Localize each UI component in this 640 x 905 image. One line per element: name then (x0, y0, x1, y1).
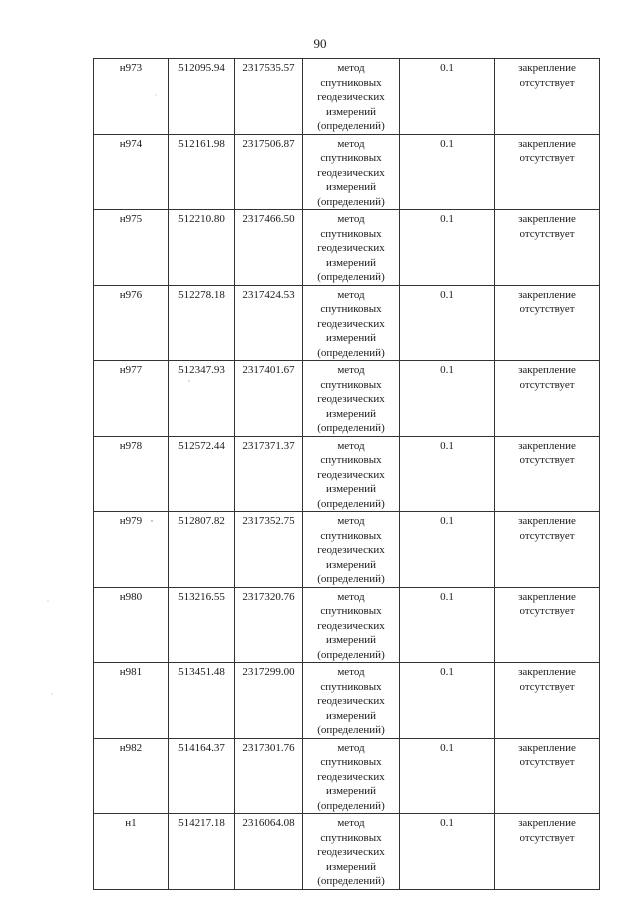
table-row (94, 587, 600, 663)
y-coordinate-cell: 2317424.53 (235, 285, 303, 361)
fixing-cell: закрепление отсутствует (495, 436, 600, 512)
accuracy-cell: 0.1 (400, 436, 495, 512)
method-cell: метод спутниковых геодезических измерений (определений) (303, 134, 400, 210)
method-cell: метод спутниковых геодезических измерений (определений) (303, 512, 400, 588)
y-coordinate-cell: 2317299.00 (235, 663, 303, 739)
fixing-cell: закрепление отсутствует (495, 738, 600, 814)
accuracy-cell: 0.1 (400, 512, 495, 588)
x-coordinate-cell: 512807.82 (169, 512, 235, 588)
method-cell: метод спутниковых геодезических измерений (определений) (303, 436, 400, 512)
y-coordinate-cell: 2316064.08 (235, 814, 303, 890)
y-coordinate-cell: 2317352.75 (235, 512, 303, 588)
point-number-cell: н978 (94, 436, 169, 512)
table-row (94, 134, 600, 210)
x-coordinate-cell: 512572.44 (169, 436, 235, 512)
method-cell: метод спутниковых геодезических измерений (определений) (303, 738, 400, 814)
x-coordinate-cell: 512210.80 (169, 210, 235, 286)
fixing-cell: закрепление отсутствует (495, 134, 600, 210)
table-row (94, 512, 600, 588)
method-cell: метод спутниковых геодезических измерений (определений) (303, 210, 400, 286)
y-coordinate-cell: 2317466.50 (235, 210, 303, 286)
point-number-cell: н973 (94, 59, 169, 135)
point-number-cell: н975 (94, 210, 169, 286)
x-coordinate-cell: 514164.37 (169, 738, 235, 814)
x-coordinate-cell: 513451.48 (169, 663, 235, 739)
point-number-cell: н977 (94, 361, 169, 437)
x-coordinate-cell: 512278.18 (169, 285, 235, 361)
method-cell: метод спутниковых геодезических измерений (определений) (303, 285, 400, 361)
table-row (94, 814, 600, 890)
fixing-cell: закрепление отсутствует (495, 59, 600, 135)
accuracy-cell: 0.1 (400, 587, 495, 663)
y-coordinate-cell: 2317371.37 (235, 436, 303, 512)
fixing-cell: закрепление отсутствует (495, 587, 600, 663)
table-row (94, 436, 600, 512)
accuracy-cell: 0.1 (400, 361, 495, 437)
coordinates-table-body (94, 59, 600, 890)
y-coordinate-cell: 2317320.76 (235, 587, 303, 663)
point-number-cell: н981 (94, 663, 169, 739)
method-cell: метод спутниковых геодезических измерений (определений) (303, 587, 400, 663)
point-number-cell: н974 (94, 134, 169, 210)
fixing-cell: закрепление отсутствует (495, 663, 600, 739)
x-coordinate-cell: 514217.18 (169, 814, 235, 890)
page-number: 90 (313, 36, 327, 51)
y-coordinate-cell: 2317301.76 (235, 738, 303, 814)
point-number-cell: н980 (94, 587, 169, 663)
method-cell: метод спутниковых геодезических измерений (определений) (303, 361, 400, 437)
table-row (94, 210, 600, 286)
point-number-cell: н976 (94, 285, 169, 361)
fixing-cell: закрепление отсутствует (495, 814, 600, 890)
method-cell: метод спутниковых геодезических измерений (определений) (303, 59, 400, 135)
point-number-cell: н1 (94, 814, 169, 890)
accuracy-cell: 0.1 (400, 663, 495, 739)
table-row (94, 361, 600, 437)
x-coordinate-cell: 513216.55 (169, 587, 235, 663)
table-row (94, 59, 600, 135)
y-coordinate-cell: 2317506.87 (235, 134, 303, 210)
accuracy-cell: 0.1 (400, 285, 495, 361)
fixing-cell: закрепление отсутствует (495, 512, 600, 588)
table-row (94, 285, 600, 361)
accuracy-cell: 0.1 (400, 210, 495, 286)
table-row (94, 738, 600, 814)
table-row (94, 663, 600, 739)
y-coordinate-cell: 2317401.67 (235, 361, 303, 437)
point-number-cell: н982 (94, 738, 169, 814)
accuracy-cell: 0.1 (400, 814, 495, 890)
accuracy-cell: 0.1 (400, 134, 495, 210)
point-number-cell: н979 (94, 512, 169, 588)
accuracy-cell: 0.1 (400, 59, 495, 135)
fixing-cell: закрепление отсутствует (495, 210, 600, 286)
coordinates-table (93, 58, 600, 890)
y-coordinate-cell: 2317535.57 (235, 59, 303, 135)
method-cell: метод спутниковых геодезических измерений (определений) (303, 814, 400, 890)
method-cell: метод спутниковых геодезических измерений (определений) (303, 663, 400, 739)
fixing-cell: закрепление отсутствует (495, 285, 600, 361)
accuracy-cell: 0.1 (400, 738, 495, 814)
x-coordinate-cell: 512095.94 (169, 59, 235, 135)
fixing-cell: закрепление отсутствует (495, 361, 600, 437)
x-coordinate-cell: 512161.98 (169, 134, 235, 210)
x-coordinate-cell: 512347.93 (169, 361, 235, 437)
